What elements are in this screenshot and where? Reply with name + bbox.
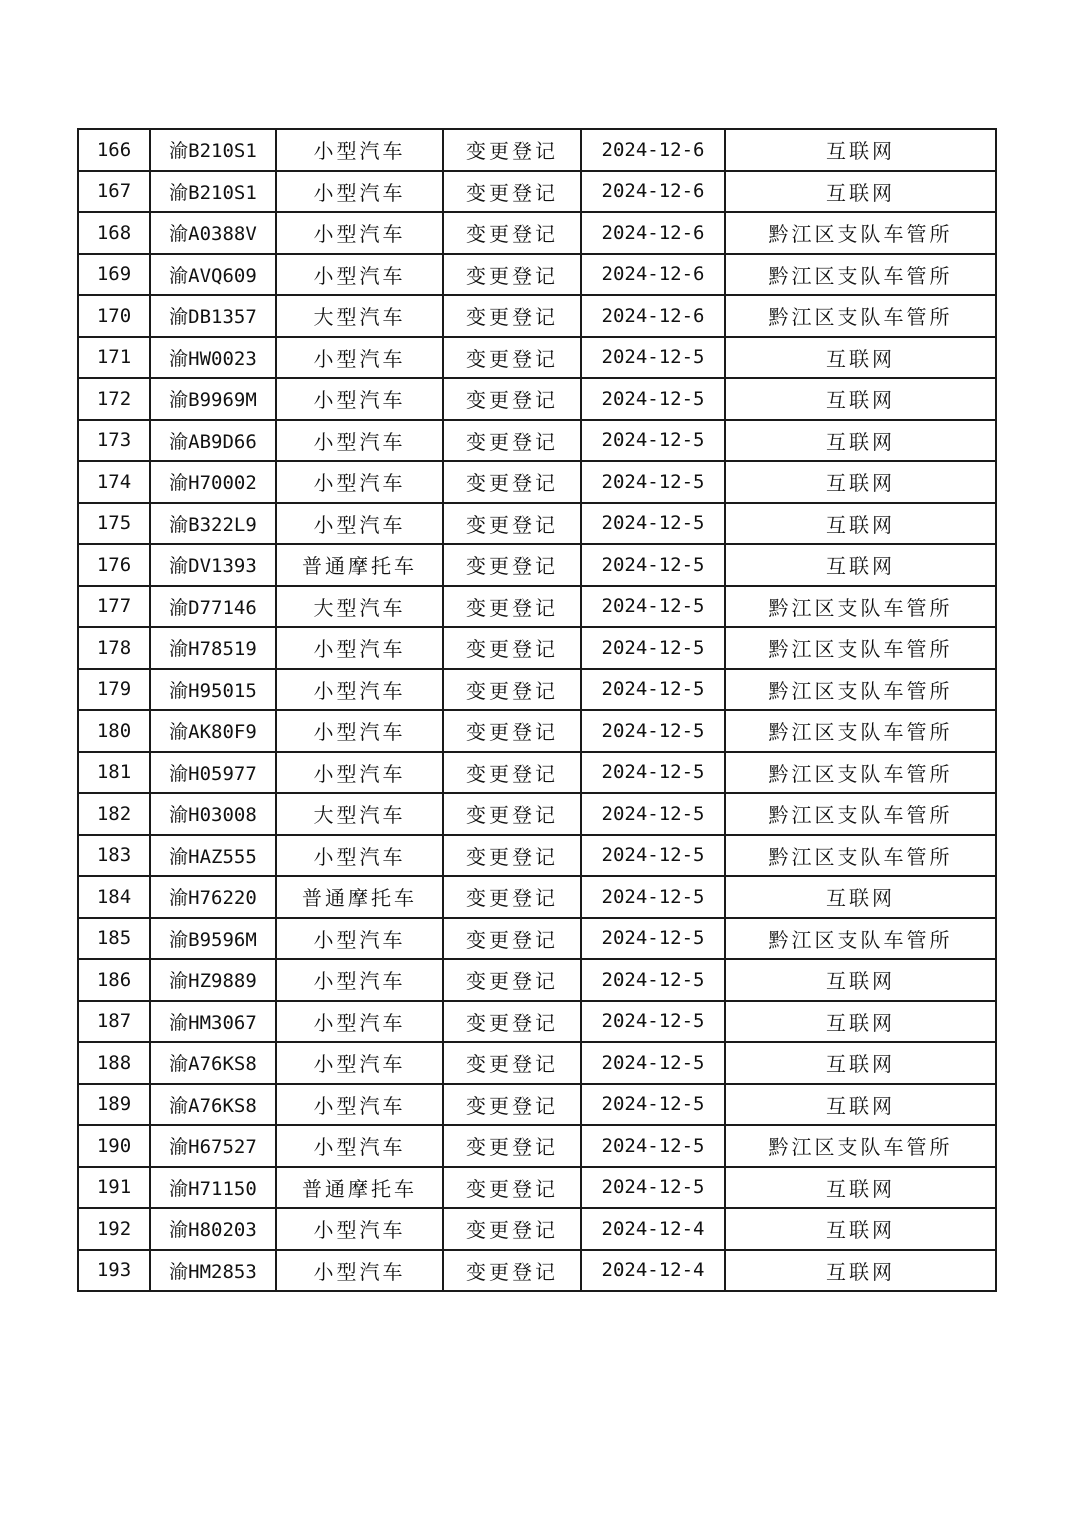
business-type-cell: 变更登记 <box>443 171 581 213</box>
business-type-cell: 变更登记 <box>443 586 581 628</box>
plate-number-cell: 渝H05977 <box>150 752 276 794</box>
plate-number-cell: 渝A0388V <box>150 212 276 254</box>
plate-number-cell: 渝H76220 <box>150 876 276 918</box>
row-number-cell: 172 <box>78 378 150 420</box>
business-type-cell: 变更登记 <box>443 1125 581 1167</box>
vehicle-type-cell: 小型汽车 <box>276 337 443 379</box>
plate-number-cell: 渝B210S1 <box>150 171 276 213</box>
vehicle-type-cell: 小型汽车 <box>276 378 443 420</box>
vehicle-type-cell: 小型汽车 <box>276 1042 443 1084</box>
business-type-cell: 变更登记 <box>443 1208 581 1250</box>
date-cell: 2024-12-5 <box>581 918 725 960</box>
plate-number-cell: 渝H80203 <box>150 1208 276 1250</box>
office-cell: 互联网 <box>725 503 996 545</box>
plate-number-cell: 渝HM2853 <box>150 1250 276 1292</box>
plate-number-cell: 渝H67527 <box>150 1125 276 1167</box>
business-type-cell: 变更登记 <box>443 378 581 420</box>
plate-number-cell: 渝AB9D66 <box>150 420 276 462</box>
vehicle-type-cell: 大型汽车 <box>276 793 443 835</box>
plate-number-cell: 渝D77146 <box>150 586 276 628</box>
date-cell: 2024-12-6 <box>581 129 725 171</box>
row-number-cell: 188 <box>78 1042 150 1084</box>
vehicle-type-cell: 小型汽车 <box>276 1084 443 1126</box>
date-cell: 2024-12-5 <box>581 669 725 711</box>
office-cell: 黔江区支队车管所 <box>725 627 996 669</box>
office-cell: 黔江区支队车管所 <box>725 254 996 296</box>
business-type-cell: 变更登记 <box>443 254 581 296</box>
date-cell: 2024-12-5 <box>581 752 725 794</box>
date-cell: 2024-12-5 <box>581 793 725 835</box>
office-cell: 黔江区支队车管所 <box>725 793 996 835</box>
date-cell: 2024-12-5 <box>581 1042 725 1084</box>
vehicle-type-cell: 小型汽车 <box>276 669 443 711</box>
table-row <box>78 420 996 462</box>
table-row <box>78 835 996 877</box>
office-cell: 互联网 <box>725 959 996 1001</box>
plate-number-cell: 渝HM3067 <box>150 1001 276 1043</box>
plate-number-cell: 渝H95015 <box>150 669 276 711</box>
business-type-cell: 变更登记 <box>443 918 581 960</box>
business-type-cell: 变更登记 <box>443 1001 581 1043</box>
vehicle-type-cell: 小型汽车 <box>276 1208 443 1250</box>
table-row <box>78 171 996 213</box>
business-type-cell: 变更登记 <box>443 1167 581 1209</box>
vehicle-type-cell: 小型汽车 <box>276 420 443 462</box>
business-type-cell: 变更登记 <box>443 420 581 462</box>
table-row <box>78 544 996 586</box>
business-type-cell: 变更登记 <box>443 752 581 794</box>
business-type-cell: 变更登记 <box>443 461 581 503</box>
business-type-cell: 变更登记 <box>443 337 581 379</box>
row-number-cell: 167 <box>78 171 150 213</box>
business-type-cell: 变更登记 <box>443 669 581 711</box>
vehicle-type-cell: 大型汽车 <box>276 586 443 628</box>
office-cell: 互联网 <box>725 1250 996 1292</box>
row-number-cell: 174 <box>78 461 150 503</box>
row-number-cell: 176 <box>78 544 150 586</box>
vehicle-type-cell: 小型汽车 <box>276 503 443 545</box>
business-type-cell: 变更登记 <box>443 793 581 835</box>
vehicle-type-cell: 普通摩托车 <box>276 1167 443 1209</box>
row-number-cell: 166 <box>78 129 150 171</box>
registration-table <box>77 128 997 1292</box>
row-number-cell: 189 <box>78 1084 150 1126</box>
row-number-cell: 178 <box>78 627 150 669</box>
plate-number-cell: 渝H70002 <box>150 461 276 503</box>
date-cell: 2024-12-5 <box>581 337 725 379</box>
business-type-cell: 变更登记 <box>443 544 581 586</box>
row-number-cell: 183 <box>78 835 150 877</box>
table-row <box>78 129 996 171</box>
office-cell: 互联网 <box>725 337 996 379</box>
office-cell: 互联网 <box>725 1001 996 1043</box>
office-cell: 互联网 <box>725 876 996 918</box>
row-number-cell: 191 <box>78 1167 150 1209</box>
table-row <box>78 212 996 254</box>
table-row <box>78 1084 996 1126</box>
office-cell: 互联网 <box>725 1208 996 1250</box>
vehicle-type-cell: 小型汽车 <box>276 835 443 877</box>
office-cell: 互联网 <box>725 171 996 213</box>
table-row <box>78 586 996 628</box>
business-type-cell: 变更登记 <box>443 503 581 545</box>
row-number-cell: 190 <box>78 1125 150 1167</box>
date-cell: 2024-12-5 <box>581 586 725 628</box>
plate-number-cell: 渝HAZ555 <box>150 835 276 877</box>
plate-number-cell: 渝A76KS8 <box>150 1042 276 1084</box>
table-row <box>78 627 996 669</box>
vehicle-type-cell: 小型汽车 <box>276 212 443 254</box>
table-row <box>78 378 996 420</box>
business-type-cell: 变更登记 <box>443 1042 581 1084</box>
row-number-cell: 181 <box>78 752 150 794</box>
table-row <box>78 793 996 835</box>
vehicle-type-cell: 小型汽车 <box>276 918 443 960</box>
office-cell: 互联网 <box>725 1084 996 1126</box>
date-cell: 2024-12-5 <box>581 959 725 1001</box>
row-number-cell: 170 <box>78 295 150 337</box>
date-cell: 2024-12-4 <box>581 1250 725 1292</box>
row-number-cell: 179 <box>78 669 150 711</box>
date-cell: 2024-12-5 <box>581 544 725 586</box>
plate-number-cell: 渝HZ9889 <box>150 959 276 1001</box>
row-number-cell: 193 <box>78 1250 150 1292</box>
business-type-cell: 变更登记 <box>443 295 581 337</box>
plate-number-cell: 渝DB1357 <box>150 295 276 337</box>
table-row <box>78 337 996 379</box>
business-type-cell: 变更登记 <box>443 876 581 918</box>
business-type-cell: 变更登记 <box>443 835 581 877</box>
date-cell: 2024-12-4 <box>581 1208 725 1250</box>
table-row <box>78 1167 996 1209</box>
business-type-cell: 变更登记 <box>443 959 581 1001</box>
plate-number-cell: 渝B9596M <box>150 918 276 960</box>
vehicle-type-cell: 普通摩托车 <box>276 544 443 586</box>
row-number-cell: 171 <box>78 337 150 379</box>
office-cell: 黔江区支队车管所 <box>725 710 996 752</box>
date-cell: 2024-12-6 <box>581 212 725 254</box>
office-cell: 互联网 <box>725 461 996 503</box>
date-cell: 2024-12-5 <box>581 420 725 462</box>
office-cell: 黔江区支队车管所 <box>725 835 996 877</box>
row-number-cell: 169 <box>78 254 150 296</box>
table-row <box>78 1042 996 1084</box>
business-type-cell: 变更登记 <box>443 627 581 669</box>
plate-number-cell: 渝H71150 <box>150 1167 276 1209</box>
vehicle-type-cell: 小型汽车 <box>276 171 443 213</box>
office-cell: 互联网 <box>725 1042 996 1084</box>
date-cell: 2024-12-5 <box>581 378 725 420</box>
row-number-cell: 187 <box>78 1001 150 1043</box>
table-body <box>78 129 996 1291</box>
office-cell: 黔江区支队车管所 <box>725 295 996 337</box>
business-type-cell: 变更登记 <box>443 129 581 171</box>
date-cell: 2024-12-5 <box>581 1167 725 1209</box>
date-cell: 2024-12-5 <box>581 1084 725 1126</box>
table-row <box>78 959 996 1001</box>
vehicle-type-cell: 普通摩托车 <box>276 876 443 918</box>
row-number-cell: 192 <box>78 1208 150 1250</box>
table-row <box>78 710 996 752</box>
row-number-cell: 186 <box>78 959 150 1001</box>
row-number-cell: 182 <box>78 793 150 835</box>
business-type-cell: 变更登记 <box>443 212 581 254</box>
row-number-cell: 184 <box>78 876 150 918</box>
office-cell: 互联网 <box>725 544 996 586</box>
date-cell: 2024-12-5 <box>581 876 725 918</box>
date-cell: 2024-12-6 <box>581 171 725 213</box>
office-cell: 互联网 <box>725 420 996 462</box>
vehicle-type-cell: 小型汽车 <box>276 461 443 503</box>
vehicle-type-cell: 大型汽车 <box>276 295 443 337</box>
plate-number-cell: 渝B210S1 <box>150 129 276 171</box>
table-row <box>78 1250 996 1292</box>
vehicle-type-cell: 小型汽车 <box>276 959 443 1001</box>
plate-number-cell: 渝A76KS8 <box>150 1084 276 1126</box>
table-row <box>78 1208 996 1250</box>
vehicle-type-cell: 小型汽车 <box>276 1250 443 1292</box>
date-cell: 2024-12-5 <box>581 503 725 545</box>
row-number-cell: 177 <box>78 586 150 628</box>
vehicle-type-cell: 小型汽车 <box>276 627 443 669</box>
plate-number-cell: 渝B322L9 <box>150 503 276 545</box>
row-number-cell: 173 <box>78 420 150 462</box>
date-cell: 2024-12-6 <box>581 254 725 296</box>
vehicle-type-cell: 小型汽车 <box>276 129 443 171</box>
plate-number-cell: 渝HW0023 <box>150 337 276 379</box>
table-row <box>78 669 996 711</box>
table-row <box>78 254 996 296</box>
business-type-cell: 变更登记 <box>443 1084 581 1126</box>
table-row <box>78 461 996 503</box>
table-row <box>78 1001 996 1043</box>
plate-number-cell: 渝DV1393 <box>150 544 276 586</box>
row-number-cell: 185 <box>78 918 150 960</box>
table-row <box>78 876 996 918</box>
plate-number-cell: 渝AVQ609 <box>150 254 276 296</box>
row-number-cell: 168 <box>78 212 150 254</box>
date-cell: 2024-12-5 <box>581 835 725 877</box>
row-number-cell: 175 <box>78 503 150 545</box>
vehicle-type-cell: 小型汽车 <box>276 710 443 752</box>
vehicle-type-cell: 小型汽车 <box>276 1001 443 1043</box>
office-cell: 黔江区支队车管所 <box>725 1125 996 1167</box>
office-cell: 黔江区支队车管所 <box>725 669 996 711</box>
date-cell: 2024-12-5 <box>581 1001 725 1043</box>
office-cell: 互联网 <box>725 1167 996 1209</box>
vehicle-type-cell: 小型汽车 <box>276 254 443 296</box>
plate-number-cell: 渝AK80F9 <box>150 710 276 752</box>
date-cell: 2024-12-6 <box>581 295 725 337</box>
plate-number-cell: 渝B9969M <box>150 378 276 420</box>
date-cell: 2024-12-5 <box>581 710 725 752</box>
date-cell: 2024-12-5 <box>581 1125 725 1167</box>
table-row <box>78 752 996 794</box>
row-number-cell: 180 <box>78 710 150 752</box>
table-row <box>78 503 996 545</box>
office-cell: 黔江区支队车管所 <box>725 586 996 628</box>
office-cell: 互联网 <box>725 129 996 171</box>
business-type-cell: 变更登记 <box>443 710 581 752</box>
date-cell: 2024-12-5 <box>581 461 725 503</box>
office-cell: 黔江区支队车管所 <box>725 918 996 960</box>
table-row <box>78 295 996 337</box>
plate-number-cell: 渝H78519 <box>150 627 276 669</box>
office-cell: 黔江区支队车管所 <box>725 212 996 254</box>
office-cell: 黔江区支队车管所 <box>725 752 996 794</box>
date-cell: 2024-12-5 <box>581 627 725 669</box>
office-cell: 互联网 <box>725 378 996 420</box>
vehicle-type-cell: 小型汽车 <box>276 1125 443 1167</box>
table-row <box>78 1125 996 1167</box>
plate-number-cell: 渝H03008 <box>150 793 276 835</box>
table-row <box>78 918 996 960</box>
business-type-cell: 变更登记 <box>443 1250 581 1292</box>
vehicle-type-cell: 小型汽车 <box>276 752 443 794</box>
